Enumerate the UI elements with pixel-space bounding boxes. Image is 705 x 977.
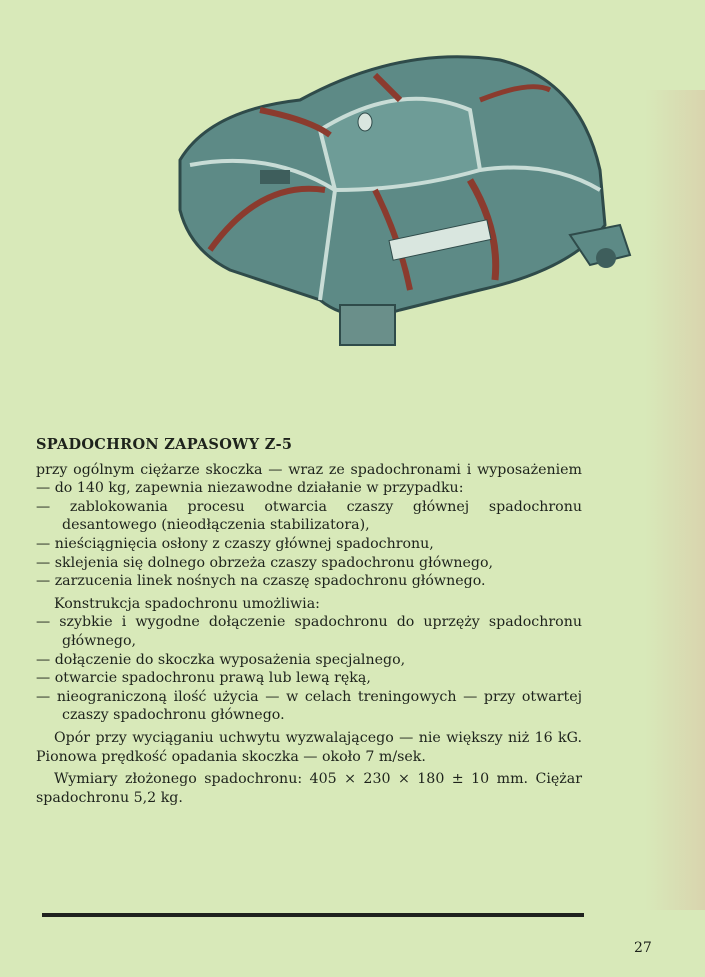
document-body xyxy=(36,436,582,807)
horizontal-rule xyxy=(42,913,584,917)
list-item: — nieściągnięcia osłony z czaszy głównej spadochronu, xyxy=(36,535,434,552)
list-item: — zablokowania procesu otwarcia czaszy głównej spadochronu desantowego (nieodłączenia stabilizatora), xyxy=(36,498,582,534)
reserve-parachute-illustration xyxy=(150,40,650,370)
list-item: — nieograniczoną ilość użycia — w celach treningowych — przy otwartej czaszy spadochronu głównego. xyxy=(36,688,582,724)
page-number: 27 xyxy=(634,940,652,956)
page-edge-tint xyxy=(645,90,705,910)
section-title: SPADOCHRON ZAPASOWY Z-5 xyxy=(36,436,293,453)
intro-paragraph: przy ogólnym ciężarze skoczka — wraz ze spadochronami i wyposażeniem — do 140 kg, zapewnia niezawodne działanie w przypadku: xyxy=(36,461,582,497)
resistance-paragraph: Opór przy wyciąganiu uchwytu wyzwalającego — nie większy niż 16 kG. Pionowa prędkość opadania skoczka — około 7 m/sek. xyxy=(36,729,582,765)
construction-intro: Konstrukcja spadochronu umożliwia: xyxy=(54,595,320,612)
list-item: — sklejenia się dolnego obrzeża czaszy spadochronu głównego, xyxy=(36,554,494,571)
list-item: — dołączenie do skoczka wyposażenia specjalnego, xyxy=(36,651,406,668)
list-item: — otwarcie spadochronu prawą lub lewą ręką, xyxy=(36,670,371,687)
list-item: — zarzucenia linek nośnych na czaszę spadochronu głównego. xyxy=(36,573,486,590)
dimensions-paragraph: Wymiary złożonego spadochronu: 405 × 230 × 180 ± 10 mm. Ciężar spadochronu 5,2 kg. xyxy=(36,771,582,806)
list-item: — szybkie i wygodne dołączenie spadochronu do uprzęży spadochronu głównego, xyxy=(36,614,582,649)
